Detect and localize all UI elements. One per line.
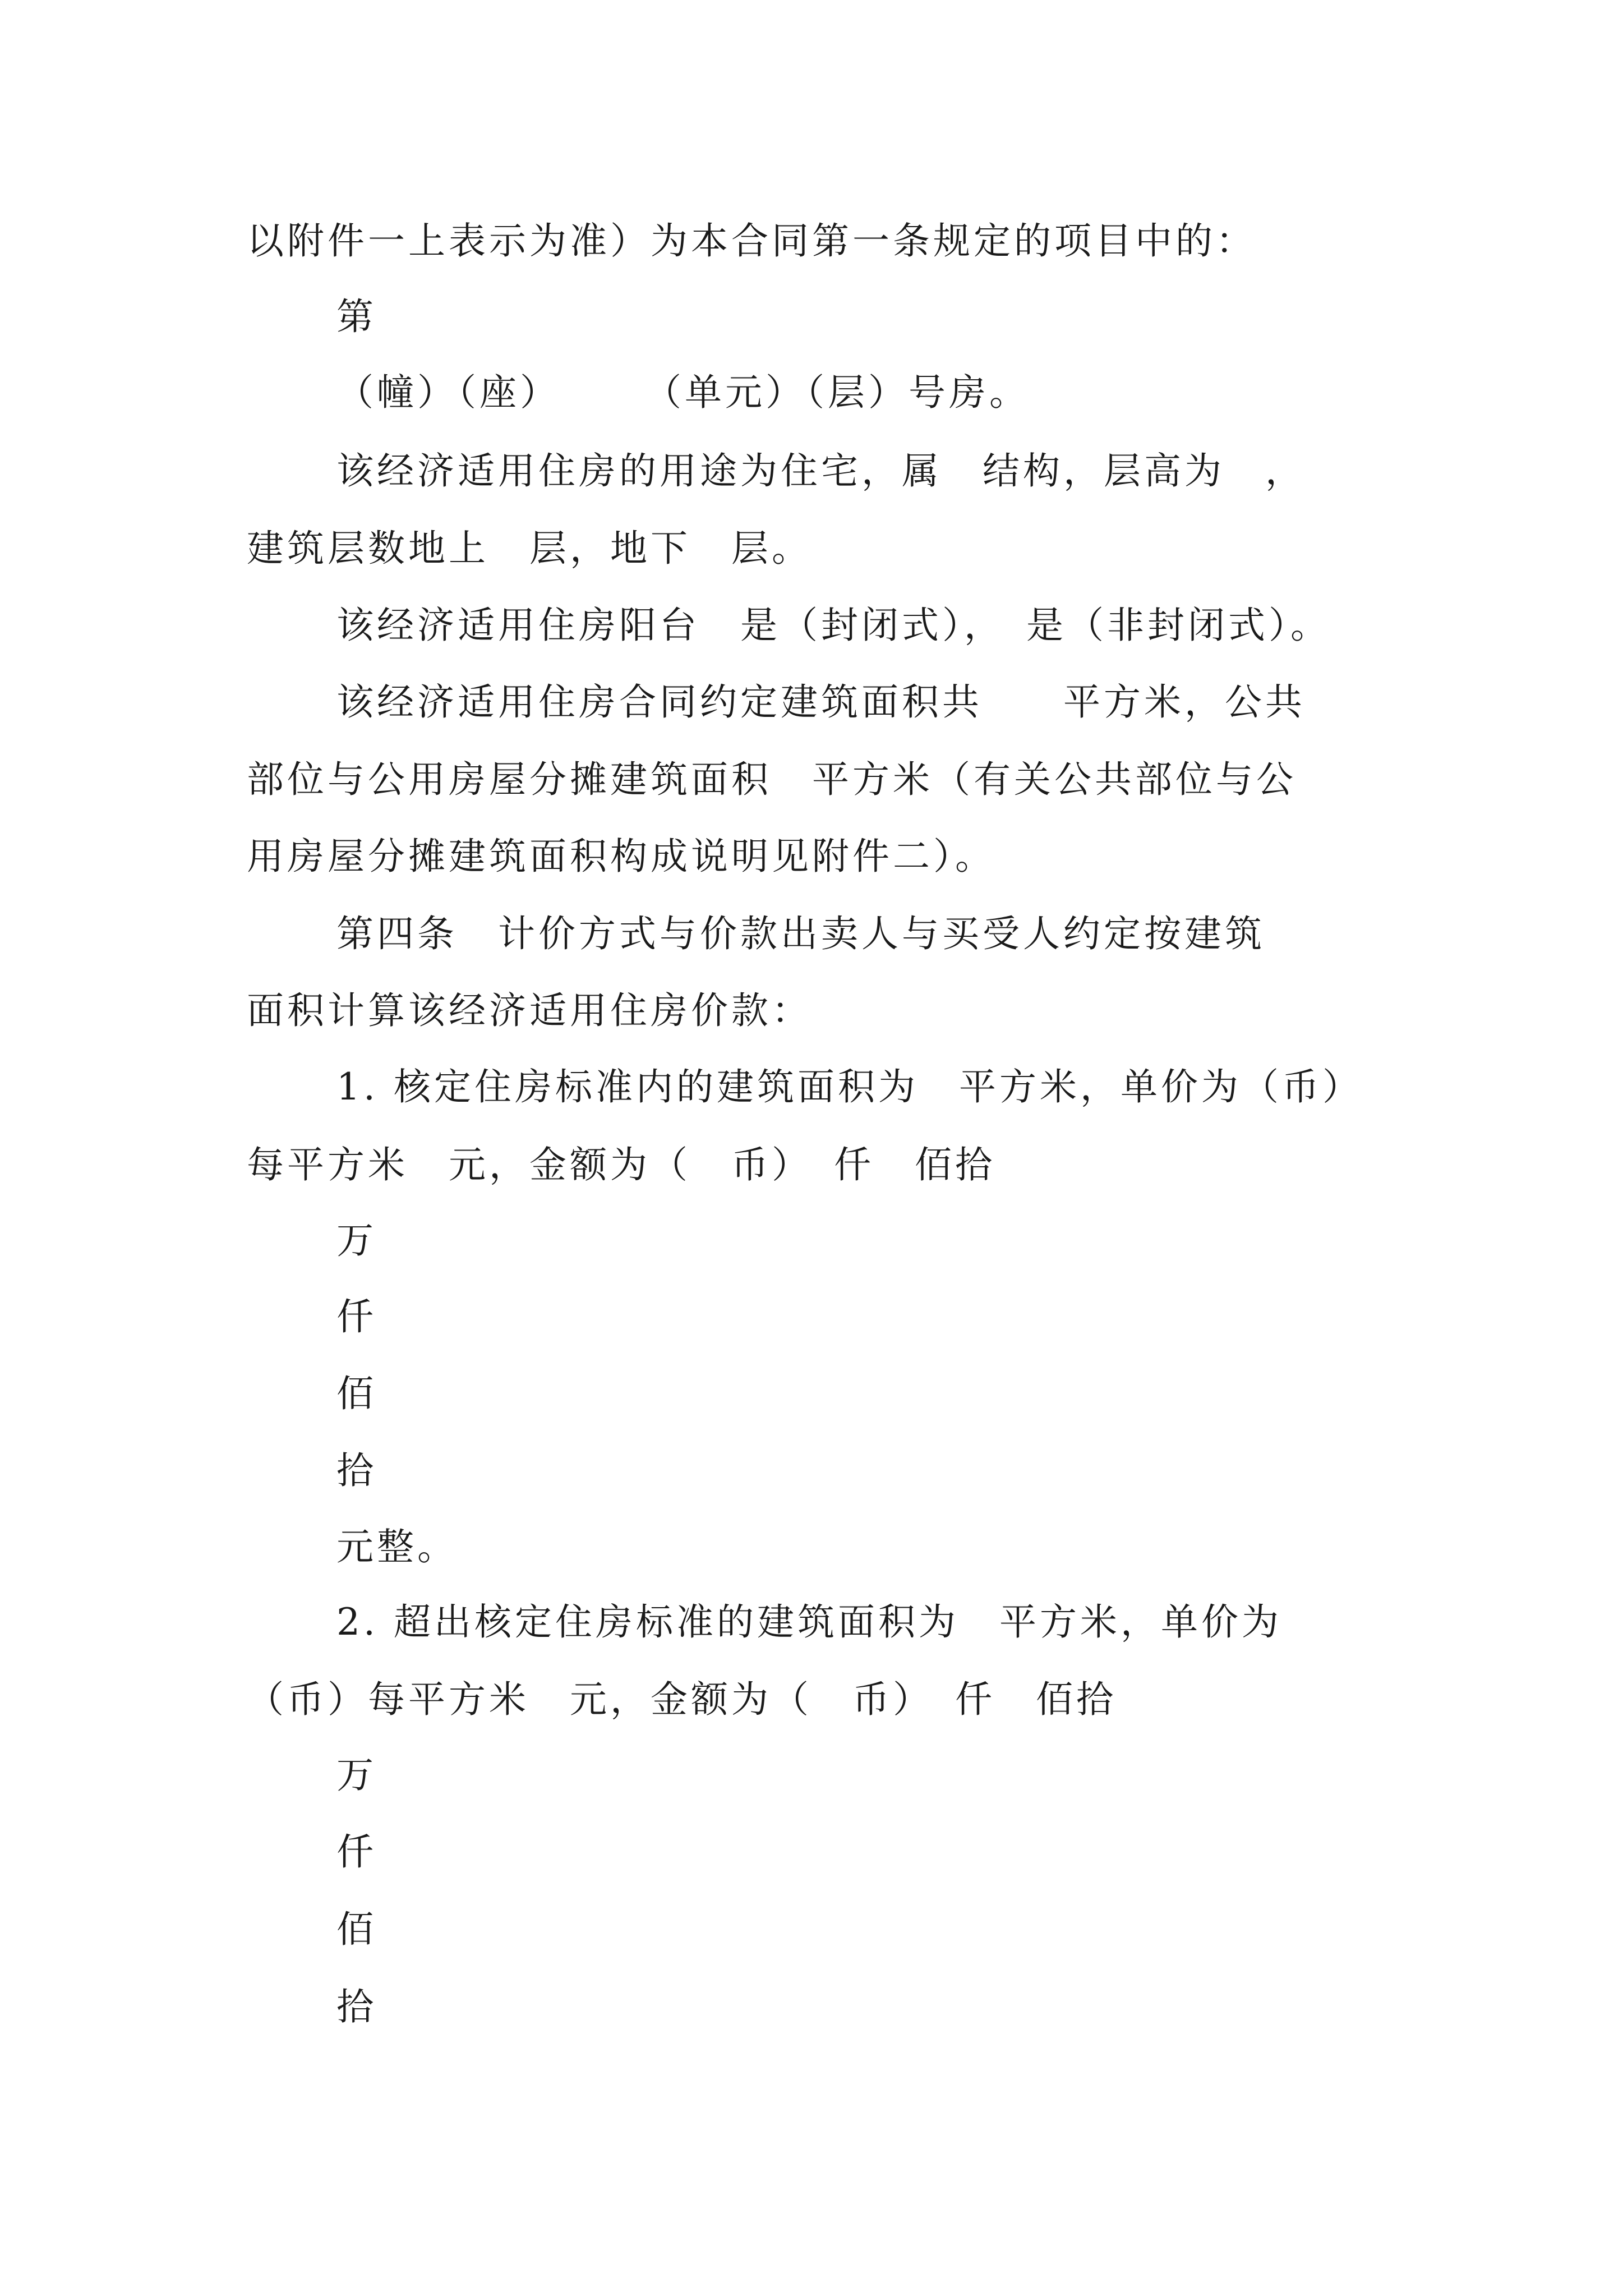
text-line: 1. 核定住房标准内的建筑面积为 平方米，单价为（币） — [336, 1065, 1363, 1108]
text-line: 仟 — [336, 1295, 377, 1338]
text-line: 仟 — [336, 1830, 377, 1874]
text-line: 第四条 计价方式与价款出卖人与买受人约定按建筑 — [336, 912, 1265, 955]
text-line: 元整。 — [336, 1525, 458, 1568]
text-line: 2. 超出核定住房标准的建筑面积为 平方米，单价为 — [336, 1600, 1282, 1644]
text-line: 用房屋分摊建筑面积构成说明见附件二）。 — [247, 835, 995, 878]
text-line: 拾 — [336, 1449, 377, 1492]
text-line: 以附件一上表示为准）为本合同第一条规定的项目中的： — [247, 219, 1256, 263]
text-line: 第 — [336, 295, 377, 338]
text-line: （幢）（座） （单元）（层）号房。 — [336, 371, 1030, 414]
text-line: 建筑层数地上 层，地下 层。 — [247, 527, 812, 570]
text-line: 万 — [336, 1754, 377, 1797]
text-line: 面积计算该经济适用住房价款： — [247, 989, 812, 1032]
text-line: 该经济适用住房的用途为住宅，属 结构，层高为 ， — [336, 449, 1306, 493]
text-line: （币）每平方米 元，金额为（ 币） 仟 佰拾 — [247, 1678, 1117, 1721]
text-line: 该经济适用住房阳台 是（封闭式）， 是（非封闭式）。 — [336, 604, 1331, 647]
text-line: 部位与公用房屋分摊建筑面积 平方米（有关公共部位与公 — [247, 758, 1297, 801]
text-line: 该经济适用住房合同约定建筑面积共 平方米，公共 — [336, 680, 1306, 724]
text-line: 佰 — [336, 1372, 377, 1415]
text-line: 佰 — [336, 1908, 377, 1951]
text-line: 万 — [336, 1219, 377, 1262]
text-line: 拾 — [336, 1985, 377, 2028]
text-line: 每平方米 元，金额为（ 币） 仟 佰拾 — [247, 1143, 995, 1186]
